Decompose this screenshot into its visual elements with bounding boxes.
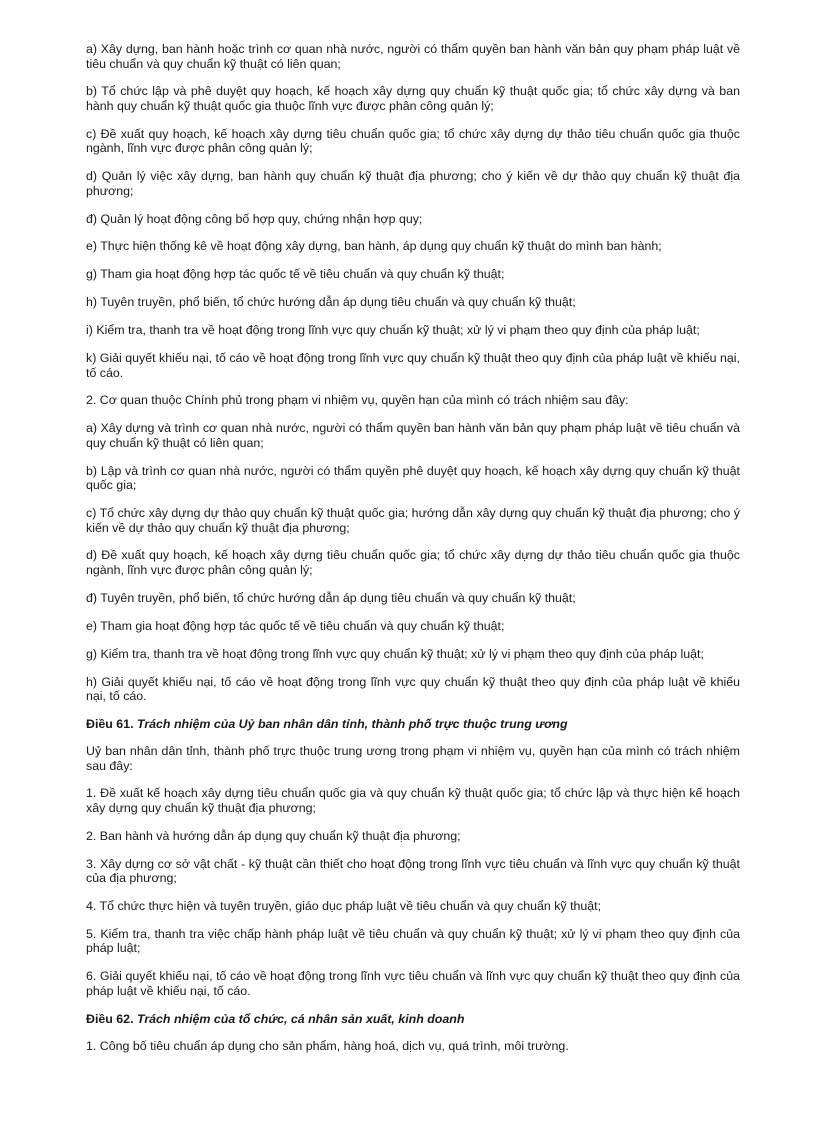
article-number: Điều 62. bbox=[86, 1011, 134, 1026]
paragraph: h) Giải quyết khiếu nại, tố cáo về hoạt động trong lĩnh vực quy chuẩn kỹ thuật theo quy định của pháp luật về khiếu nại, tố cáo. bbox=[86, 674, 740, 704]
paragraph: g) Kiểm tra, thanh tra về hoạt động trong lĩnh vực quy chuẩn kỹ thuật; xử lý vi phạm theo quy định của pháp luật; bbox=[86, 646, 704, 661]
paragraph: 4. Tổ chức thực hiện và tuyên truyền, giáo dục pháp luật về tiêu chuẩn và quy chuẩn kỹ thuật; bbox=[86, 899, 602, 914]
article-heading bbox=[86, 1012, 740, 1027]
paragraph: i) Kiểm tra, thanh tra về hoạt động trong lĩnh vực quy chuẩn kỹ thuật; xử lý vi phạm theo quy định của pháp luật; bbox=[86, 323, 700, 338]
paragraph: d) Đề xuất quy hoạch, kế hoạch xây dựng tiêu chuẩn quốc gia; tổ chức xây dựng dự thảo tiêu chuẩn quốc gia thuộc ngành, lĩnh vực được phân công quản lý; bbox=[86, 548, 740, 577]
paragraph: a) Xây dựng, ban hành hoặc trình cơ quan nhà nước, người có thẩm quyền ban hành văn bản quy phạm pháp luật về tiêu chuẩn và quy chuẩn kỹ thuật có liên quan; bbox=[86, 42, 740, 71]
paragraph: b) Lập và trình cơ quan nhà nước, người có thẩm quyền phê duyệt quy hoạch, kế hoạch xây dựng quy chuẩn kỹ thuật quốc gia; bbox=[86, 463, 740, 493]
paragraph: e) Thực hiện thống kê về hoạt động xây dựng, ban hành, áp dụng quy chuẩn kỹ thuật do mình ban hành; bbox=[86, 239, 662, 254]
paragraph: a) Xây dựng và trình cơ quan nhà nước, người có thẩm quyền ban hành văn bản quy phạm pháp luật về tiêu chuẩn và quy chuẩn kỹ thuật có liên quan; bbox=[86, 421, 740, 450]
paragraph: đ) Tuyên truyền, phổ biến, tổ chức hướng dẫn áp dụng tiêu chuẩn và quy chuẩn kỹ thuật; bbox=[86, 590, 576, 605]
paragraph: 6. Giải quyết khiếu nại, tố cáo về hoạt động trong lĩnh vực tiêu chuẩn và lĩnh vực quy chuẩn kỹ thuật theo quy định của pháp luật về khiếu nại, tố cáo. bbox=[86, 969, 740, 998]
paragraph: b) Tổ chức lập và phê duyệt quy hoạch, kế hoạch xây dựng quy chuẩn kỹ thuật quốc gia; tổ chức xây dựng và ban hành quy chuẩn kỹ thuật quốc gia thuộc lĩnh vực được phân công quản lý; bbox=[86, 84, 740, 113]
paragraph: h) Tuyên truyền, phổ biến, tổ chức hướng dẫn áp dụng tiêu chuẩn và quy chuẩn kỹ thuật; bbox=[86, 295, 576, 310]
article-title: Trách nhiệm của Uỷ ban nhân dân tỉnh, thành phố trực thuộc trung ương bbox=[136, 716, 568, 731]
paragraph: đ) Quản lý hoạt động công bố hợp quy, chứng nhận hợp quy; bbox=[86, 211, 423, 226]
article-number: Điều 61. bbox=[86, 716, 134, 731]
paragraph: 1. Công bố tiêu chuẩn áp dụng cho sản phẩm, hàng hoá, dịch vụ, quá trình, môi trường. bbox=[86, 1038, 569, 1053]
paragraph: 2. Cơ quan thuộc Chính phủ trong phạm vi nhiệm vụ, quyền hạn của mình có trách nhiệm sau đây: bbox=[86, 393, 629, 408]
paragraph: 2. Ban hành và hướng dẫn áp dụng quy chuẩn kỹ thuật địa phương; bbox=[86, 828, 461, 843]
paragraph: 5. Kiểm tra, thanh tra việc chấp hành pháp luật về tiêu chuẩn và quy chuẩn kỹ thuật; xử lý vi phạm theo quy định của pháp luật; bbox=[86, 926, 740, 956]
paragraph: e) Tham gia hoạt động hợp tác quốc tế về tiêu chuẩn và quy chuẩn kỹ thuật; bbox=[86, 618, 505, 633]
paragraph: Uỷ ban nhân dân tỉnh, thành phố trực thuộc trung ương trong phạm vi nhiệm vụ, quyền hạn của mình có trách nhiệm sau đây: bbox=[86, 744, 740, 773]
paragraph: c) Tổ chức xây dựng dự thảo quy chuẩn kỹ thuật quốc gia; hướng dẫn xây dựng quy chuẩn kỹ thuật địa phương; cho ý kiến về dự thảo quy chuẩn kỹ thuật địa phương; bbox=[86, 506, 740, 535]
paragraph: d) Quản lý việc xây dựng, ban hành quy chuẩn kỹ thuật địa phương; cho ý kiến về dự thảo quy chuẩn kỹ thuật địa phương; bbox=[86, 169, 740, 198]
paragraph: c) Đề xuất quy hoạch, kế hoạch xây dựng tiêu chuẩn quốc gia; tổ chức xây dựng dự thảo tiêu chuẩn quốc gia thuộc ngành, lĩnh vực được phân công quản lý; bbox=[86, 126, 740, 156]
paragraph: 3. Xây dựng cơ sở vật chất - kỹ thuật cần thiết cho hoạt động trong lĩnh vực tiêu chuẩn và lĩnh vực quy chuẩn kỹ thuật của địa phương; bbox=[86, 856, 740, 886]
paragraph: 1. Đề xuất kế hoạch xây dựng tiêu chuẩn quốc gia và quy chuẩn kỹ thuật quốc gia; tổ chức lập và thực hiện kế hoạch xây dựng quy chuẩn kỹ thuật địa phương; bbox=[86, 786, 740, 815]
article-title: Trách nhiệm của tổ chức, cá nhân sản xuất, kinh doanh bbox=[136, 1011, 465, 1026]
article-heading bbox=[86, 717, 740, 732]
document-body bbox=[86, 42, 740, 1067]
paragraph: g) Tham gia hoạt động hợp tác quốc tế về tiêu chuẩn và quy chuẩn kỹ thuật; bbox=[86, 267, 505, 282]
paragraph: k) Giải quyết khiếu nại, tố cáo về hoạt động trong lĩnh vực quy chuẩn kỹ thuật theo quy định của pháp luật về khiếu nại, tố cáo. bbox=[86, 351, 740, 380]
